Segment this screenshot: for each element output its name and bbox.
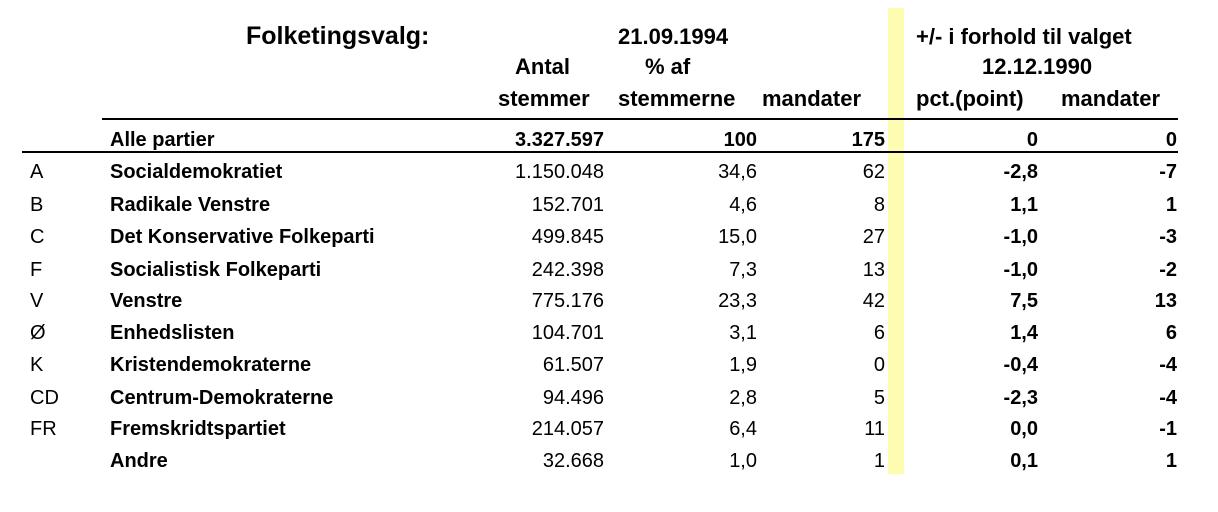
party-code: Ø	[30, 322, 46, 344]
party-pct: 23,3	[718, 290, 757, 312]
party-delta-seats: 6	[1165, 322, 1177, 344]
party-name: Det Konservative Folkeparti	[110, 226, 375, 248]
party-name: Andre	[110, 450, 168, 472]
party-pct: 15,0	[718, 226, 757, 248]
party-delta-seats: 1	[1165, 450, 1177, 472]
party-delta-pct: 0,0	[1010, 418, 1038, 440]
party-code: C	[30, 226, 45, 248]
page-title: Folketingsvalg:	[246, 22, 430, 50]
party-delta-seats: -4	[1159, 354, 1177, 376]
party-delta-pct: 1,4	[1010, 322, 1038, 344]
party-seats: 5	[873, 387, 885, 409]
party-name: Socialdemokratiet	[110, 161, 283, 183]
header-votes-line2: stemmer	[498, 86, 590, 111]
header-delta-pct: pct.(point)	[916, 86, 1024, 111]
party-code: B	[30, 194, 44, 216]
header-pct-line2: stemmerne	[618, 86, 736, 111]
party-seats: 13	[862, 259, 885, 281]
total-label: Alle partier	[110, 129, 215, 151]
party-votes: 152.701	[531, 194, 604, 216]
party-votes: 1.150.048	[515, 161, 604, 183]
party-name: Enhedslisten	[110, 322, 235, 344]
party-delta-pct: -2,3	[1003, 387, 1038, 409]
party-code: A	[30, 161, 44, 183]
party-delta-pct: -1,0	[1003, 259, 1038, 281]
party-delta-pct: 0,1	[1010, 450, 1038, 472]
party-code: FR	[30, 418, 57, 440]
party-pct: 4,6	[729, 194, 757, 216]
party-delta-seats: -2	[1159, 259, 1177, 281]
party-votes: 214.057	[531, 418, 604, 440]
total-seats: 175	[851, 129, 885, 151]
party-seats: 62	[862, 161, 885, 183]
party-seats: 8	[873, 194, 885, 216]
party-seats: 11	[864, 418, 885, 440]
party-votes: 775.176	[531, 290, 604, 312]
party-seats: 0	[873, 354, 885, 376]
party-pct: 6,4	[729, 418, 757, 440]
party-code: CD	[30, 387, 59, 409]
party-delta-seats: -7	[1159, 161, 1177, 183]
party-delta-seats: -3	[1159, 226, 1177, 248]
party-code: K	[30, 354, 44, 376]
party-votes: 104.701	[531, 322, 604, 344]
total-votes: 3.327.597	[515, 129, 604, 151]
party-delta-pct: 7,5	[1010, 290, 1038, 312]
party-delta-pct: -0,4	[1003, 354, 1038, 376]
header-divider	[102, 118, 1178, 120]
total-delta-seats: 0	[1165, 129, 1177, 151]
party-pct: 7,3	[729, 259, 757, 281]
party-pct: 3,1	[729, 322, 757, 344]
party-name: Centrum-Demokraterne	[110, 387, 334, 409]
party-delta-pct: -1,0	[1003, 226, 1038, 248]
total-delta-pct: 0	[1026, 129, 1038, 151]
party-delta-seats: 13	[1154, 290, 1177, 312]
party-pct: 1,0	[729, 450, 757, 472]
party-votes: 32.668	[542, 450, 604, 472]
party-pct: 1,9	[729, 354, 757, 376]
party-code: F	[30, 259, 43, 281]
party-votes: 61.507	[542, 354, 604, 376]
total-divider	[22, 151, 1178, 153]
party-votes: 242.398	[531, 259, 604, 281]
election-date: 21.09.1994	[618, 24, 729, 49]
party-seats: 42	[862, 290, 885, 312]
party-seats: 6	[873, 322, 885, 344]
party-delta-seats: -1	[1159, 418, 1177, 440]
party-votes: 499.845	[531, 226, 604, 248]
total-pct: 100	[723, 129, 757, 151]
party-name: Kristendemokraterne	[110, 354, 312, 376]
party-seats: 1	[873, 450, 885, 472]
party-delta-pct: 1,1	[1010, 194, 1038, 216]
highlight-column-divider	[888, 8, 904, 474]
party-pct: 2,8	[729, 387, 757, 409]
header-seats: mandater	[762, 86, 862, 111]
header-votes-line1: Antal	[515, 54, 570, 79]
party-seats: 27	[862, 226, 885, 248]
header-change-line2: 12.12.1990	[982, 54, 1093, 79]
header-change-line1: +/- i forhold til valget	[916, 24, 1132, 49]
party-delta-pct: -2,8	[1003, 161, 1038, 183]
party-code: V	[30, 290, 44, 312]
header-delta-seats: mandater	[1061, 86, 1161, 111]
party-pct: 34,6	[718, 161, 757, 183]
party-name: Venstre	[110, 290, 183, 312]
party-votes: 94.496	[542, 387, 604, 409]
header-pct-line1: % af	[645, 54, 691, 79]
party-name: Radikale Venstre	[110, 194, 271, 216]
party-name: Fremskridtspartiet	[110, 418, 286, 440]
party-delta-seats: 1	[1165, 194, 1177, 216]
party-name: Socialistisk Folkeparti	[110, 259, 322, 281]
party-delta-seats: -4	[1159, 387, 1177, 409]
